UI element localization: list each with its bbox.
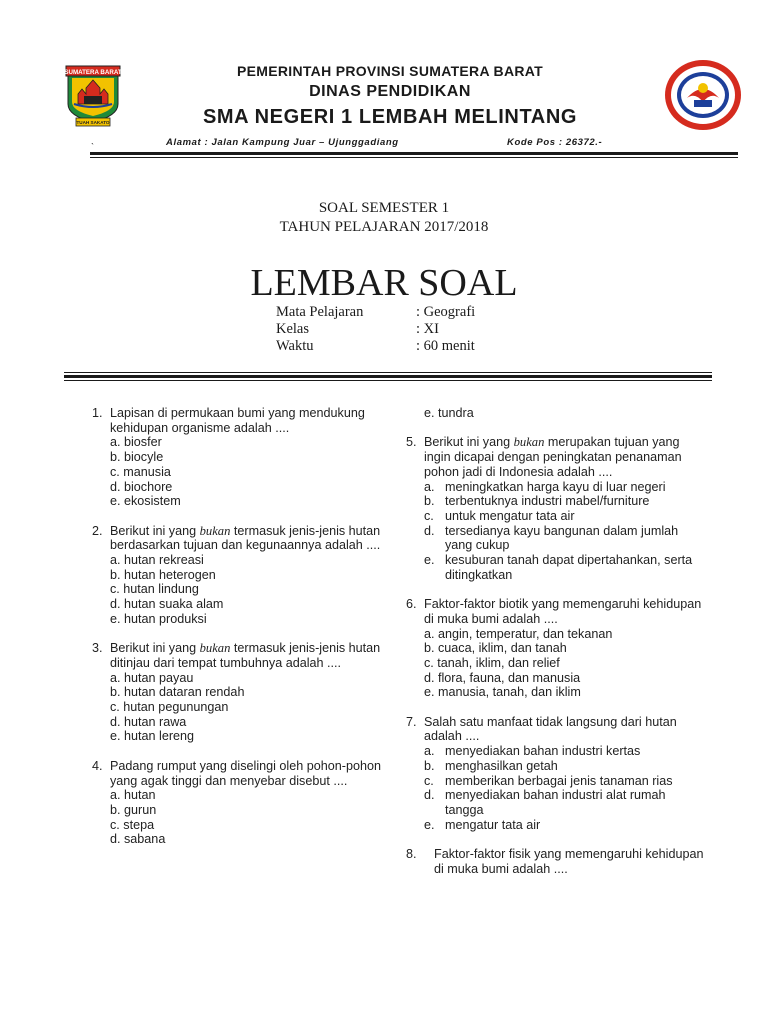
option: c. tanah, iklim, dan relief <box>424 655 560 670</box>
question-number: 4. <box>92 758 103 773</box>
option: e. kesuburan tanah dapat dipertahankan, serta ditingkatkan <box>424 553 693 582</box>
questions-left-column <box>92 406 382 862</box>
info-row-time <box>276 338 475 355</box>
questions-right-column <box>406 406 706 891</box>
section-rule-2 <box>64 375 712 378</box>
question-text: Berikut ini yang bukan merupakan tujuan yang ingin dicapai dengan peningkatan penanaman pohon jadi di Indonesia adalah .... <box>424 435 682 479</box>
page-title: LEMBAR SOAL <box>250 262 518 304</box>
option: b. cuaca, iklim, dan tanah <box>424 641 567 656</box>
info-value: : 60 menit <box>416 338 475 354</box>
question-8 <box>406 847 706 876</box>
section-rule-1 <box>64 372 712 373</box>
emphasis: bukan <box>199 641 231 656</box>
question-text: Faktor-faktor biotik yang memengaruhi kehidupan di muka bumi adalah .... <box>424 597 702 626</box>
question-4-option-e: e. tundra <box>424 406 474 420</box>
letterhead-rule-thin <box>90 157 738 158</box>
question-2 <box>92 524 382 627</box>
option: d. menyediakan bahan industri alat rumah tangga <box>424 788 666 817</box>
info-label: Mata Pelajaran <box>276 304 364 320</box>
option: e. ekosistem <box>110 494 181 509</box>
emphasis: bukan <box>199 523 231 538</box>
info-value: : XI <box>416 321 439 337</box>
option: b. biocyle <box>110 450 164 465</box>
option: a. biosfer <box>110 435 162 450</box>
stray-mark: ` <box>91 142 94 152</box>
question-text: Faktor-faktor fisik yang memengaruhi kehidupan di muka bumi adalah .... <box>434 847 704 876</box>
question-number: 3. <box>92 641 103 656</box>
section-rule-3 <box>64 380 712 381</box>
province-logo-ribbon: TUAH SAKATO <box>76 120 110 125</box>
option: a. meningkatkan harga kayu di luar negeri <box>424 479 666 494</box>
question-text: Berikut ini yang bukan termasuk jenis-jenis hutan berdasarkan tujuan dan kegunaannya adalah .... <box>110 523 381 553</box>
info-label: Kelas <box>276 321 310 337</box>
option: b. menghasilkan getah <box>424 758 558 773</box>
option: c. untuk mengatur tata air <box>424 508 575 523</box>
question-7 <box>406 715 706 833</box>
option: b. hutan heterogen <box>110 567 216 582</box>
letterhead-department: DINAS PENDIDIKAN <box>309 83 471 100</box>
question-text: Lapisan di permukaan bumi yang mendukung kehidupan organisme adalah .... <box>110 406 365 435</box>
exam-title: SOAL SEMESTER 1 <box>318 200 450 216</box>
option: a. menyediakan bahan industri kertas <box>424 744 641 759</box>
option: c. manusia <box>110 464 171 479</box>
school-address: Alamat : Jalan Kampung Juar – Ujunggadiang <box>166 137 399 148</box>
option: d. hutan rawa <box>110 714 187 729</box>
question-text: Berikut ini yang bukan termasuk jenis-jenis hutan ditinjau dari tempat tumbuhnya adalah .... <box>110 641 381 670</box>
info-value: : Geografi <box>416 304 476 320</box>
option: a. hutan <box>110 788 156 803</box>
option: c. hutan lindung <box>110 582 199 597</box>
option: c. hutan pegunungan <box>110 700 229 715</box>
option: c. stepa <box>110 817 155 832</box>
question-3 <box>92 641 382 744</box>
province-logo <box>64 64 122 128</box>
option: d. hutan suaka alam <box>110 597 224 612</box>
info-label: Waktu <box>276 338 314 354</box>
province-logo-text: SUMATERA BARAT <box>64 69 122 76</box>
question-4 <box>92 759 382 847</box>
question-1 <box>92 406 382 509</box>
letterhead-government: PEMERINTAH PROVINSI SUMATERA BARAT <box>236 63 544 79</box>
option: b. gurun <box>110 802 157 817</box>
question-number: 6. <box>406 597 417 612</box>
option: a. angin, temperatur, dan tekanan <box>424 626 613 641</box>
postal-code: Kode Pos : 26372.- <box>507 137 603 148</box>
question-6 <box>406 597 706 700</box>
option: d. flora, fauna, dan manusia <box>424 670 581 685</box>
option: d. biochore <box>110 479 173 494</box>
option: e. mengatur tata air <box>424 817 541 832</box>
question-number: 8. <box>406 847 417 862</box>
question-number: 5. <box>406 435 417 450</box>
option: e. hutan lereng <box>110 729 195 744</box>
academic-year: TAHUN PELAJARAN 2017/2018 <box>279 219 489 235</box>
question-text: Padang rumput yang diselingi oleh pohon-pohon yang agak tinggi dan menyebar disebut .... <box>110 758 381 788</box>
option: c. memberikan berbagai jenis tanaman rias <box>424 773 673 788</box>
emphasis: bukan <box>513 435 545 450</box>
info-row-subject <box>276 304 475 321</box>
option: d. sabana <box>110 832 166 847</box>
option: e. hutan produksi <box>110 611 207 626</box>
option: a. hutan rekreasi <box>110 553 204 568</box>
question-number: 1. <box>92 406 103 420</box>
question-number: 7. <box>406 714 417 729</box>
school-logo <box>663 58 743 132</box>
option: a. hutan payau <box>110 670 194 685</box>
option: d. tersedianya kayu bangunan dalam jumlah yang cukup <box>424 523 679 553</box>
question-number: 2. <box>92 523 103 538</box>
option: b. hutan dataran rendah <box>110 685 245 700</box>
question-5 <box>406 435 706 582</box>
option: e. manusia, tanah, dan iklim <box>424 685 581 700</box>
info-row-class <box>276 321 439 338</box>
question-text: Salah satu manfaat tidak langsung dari hutan adalah .... <box>424 714 677 744</box>
option: b. terbentuknya industri mabel/furniture <box>424 494 650 509</box>
letterhead-school: SMA NEGERI 1 LEMBAH MELINTANG <box>202 106 578 128</box>
letterhead-rule-thick <box>90 152 738 155</box>
